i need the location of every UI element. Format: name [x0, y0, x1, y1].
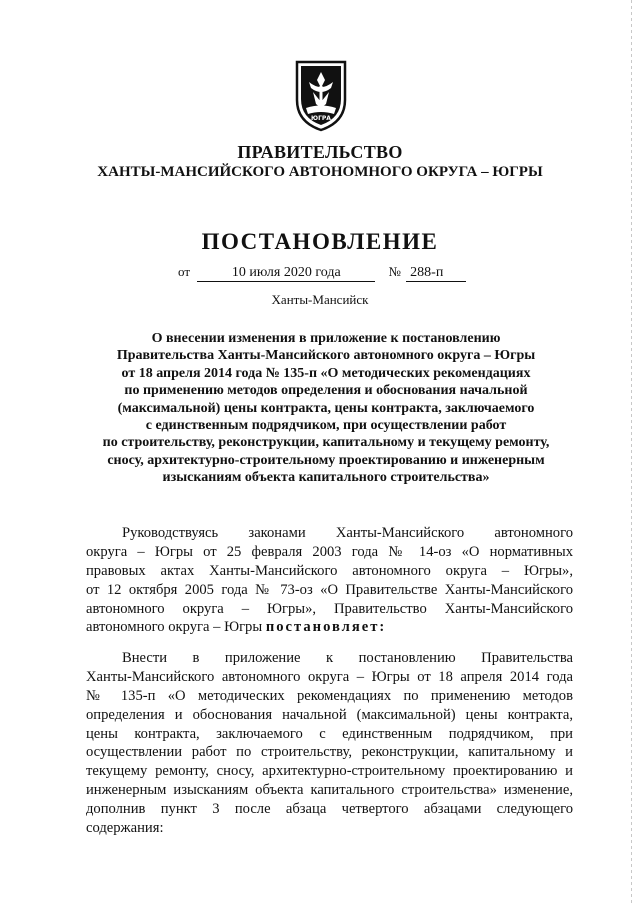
scan-edge-line — [631, 0, 632, 905]
paragraph-line: Ханты-Мансийского автономного округа – Югры от 18 апреля 2014 года — [86, 668, 573, 685]
date-number-line — [178, 264, 478, 282]
document-date: 10 июля 2020 года — [197, 265, 375, 282]
paragraph-line — [86, 618, 573, 637]
region-title: ХАНТЫ-МАНСИЙСКОГО АВТОНОМНОГО ОКРУГА – ЮГРЫ — [97, 164, 543, 180]
paragraph-line: Внести в приложение к постановлению Правительства — [122, 650, 573, 666]
resolves-keyword: постановляет: — [265, 619, 387, 636]
paragraph-line: инженерным изысканиям объекта капитального строительства» изменение, — [86, 782, 573, 799]
subject-line: с единственным подрядчиком, при осуществлении работ — [145, 418, 507, 434]
paragraph-line: текущему ремонту, сносу, архитектурно-строительному проектированию и — [86, 763, 573, 780]
subject-line: (максимальной) цены контракта, цены контракта, заключаемого — [117, 400, 535, 416]
subject-line: Правительства Ханты-Мансийского автономного округа – Югры — [116, 348, 536, 364]
subject-line: по строительству, реконструкции, капитальному и текущему ремонту, — [102, 435, 550, 451]
paragraph-amendment — [86, 649, 573, 838]
paragraph-line: дополнив пункт 3 после абзаца четвертого абзацами следующего — [86, 801, 573, 818]
paragraph-line: правовых актах Ханты-Мансийского автономного округа – Югры», — [86, 562, 573, 579]
subject-line: по применению методов определения и обоснования начальной — [124, 383, 528, 399]
paragraph-line: Руководствуясь законами Ханты-Мансийского автономного — [122, 525, 573, 541]
paragraph-line: № 135-п «О методических рекомендациях по применению методов — [86, 687, 573, 704]
paragraph-line-prefix: автономного округа – Югры — [86, 619, 263, 636]
subject-line: сносу, архитектурно-строительному проектированию и инженерным — [107, 452, 545, 468]
subject-line: изысканиям объекта капитального строительства» — [162, 470, 490, 486]
paragraph-line: определения и обоснования начальной (максимальной) цены контракта, — [86, 706, 573, 723]
city: Ханты-Мансийск — [271, 292, 369, 307]
paragraph-line: от 12 октября 2005 года № 73-оз «О Правительстве Ханты-Мансийского — [86, 581, 573, 598]
paragraph-line: цены контракта, заключаемого с единственным подрядчиком, при — [86, 725, 573, 742]
emblem-text: ЮГРА — [311, 115, 331, 122]
paragraph-line: осуществлении работ по строительству, реконструкции, капитальному и — [86, 744, 573, 761]
paragraph-line: автономного округа – Югры», Правительство Ханты-Мансийского — [86, 600, 573, 617]
document-number: 288-п — [406, 265, 466, 282]
paragraph-line: округа – Югры от 25 февраля 2003 года № 14-оз «О нормативных — [86, 543, 573, 560]
subject-line: от 18 апреля 2014 года № 135-п «О методических рекомендациях — [121, 365, 531, 381]
date-label: от — [178, 264, 191, 279]
coat-of-arms-icon — [291, 58, 351, 132]
paragraph-legal-basis — [86, 524, 573, 637]
number-label: № — [388, 264, 401, 279]
paragraph-line: содержания: — [86, 820, 164, 837]
subject-line: О внесении изменения в приложение к постановлению — [151, 331, 501, 346]
document-type: ПОСТАНОВЛЕНИЕ — [201, 229, 439, 254]
document-subject — [96, 330, 556, 487]
government-title: ПРАВИТЕЛЬСТВО — [237, 142, 403, 162]
